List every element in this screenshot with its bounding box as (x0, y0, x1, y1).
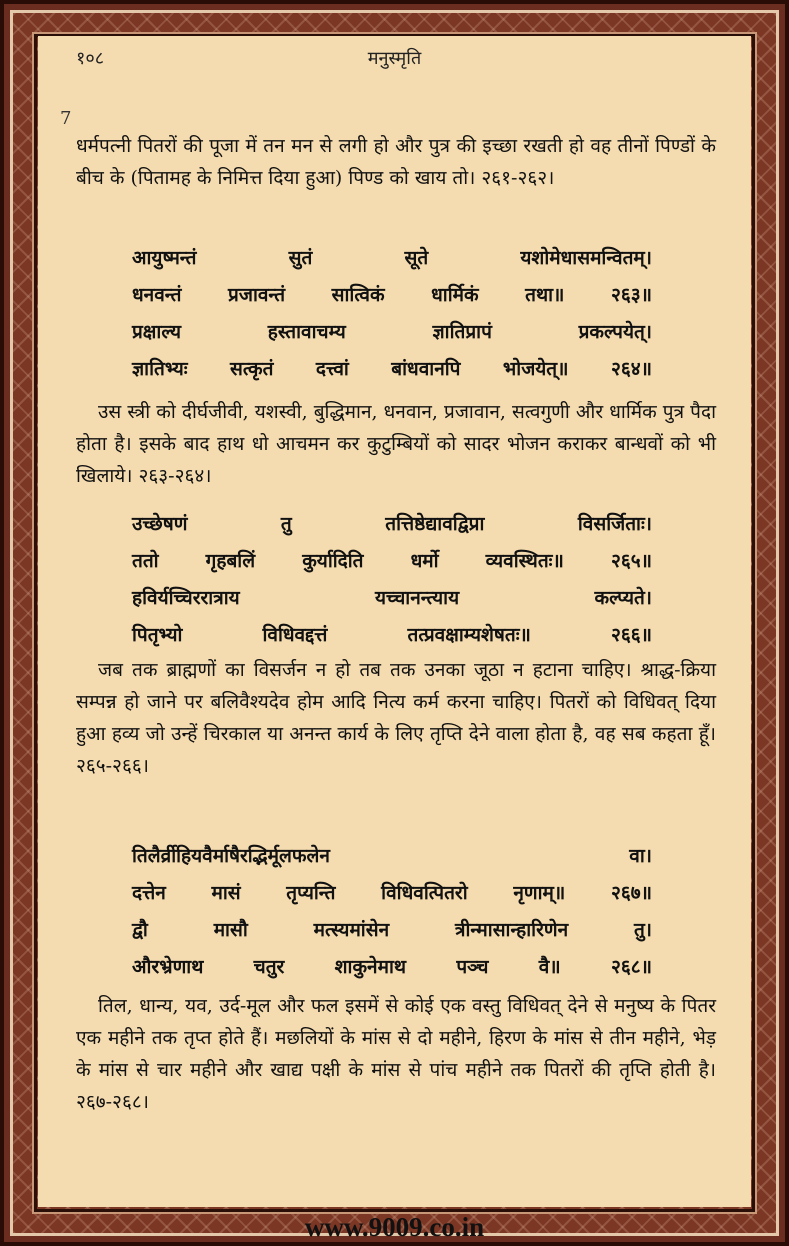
verse-line: औरभ्रेणाथ चतुर शाकुनेमाथ पञ्च वै॥ २६८॥ (132, 956, 652, 978)
footer-website: www.9009.co.in (304, 1212, 485, 1242)
verse-line: ज्ञातिभ्यः सत्कृतं दत्त्वां बांधवानपि भोजयेत्॥ २६४॥ (132, 358, 652, 380)
verse-block-3 (132, 838, 652, 986)
margin-mark: 7 (60, 108, 72, 129)
prose-text: तिल, धान्य, यव, उर्द-मूल और फल इसमें से कोई एक वस्तु विधिवत् देने से मनुष्य के पितर एक महीने तक तृप्त होते हैं। मछलियों के मांस से दो महीने, हिरण के मांस से तीन महीने, भेड़ के मांस से चार महीने और खाद्य पक्षी के मांस से पांच महीने तक पितरों की तृप्ति होती है। २६७-२६८। (76, 995, 716, 1113)
verse-line: पितृभ्यो विधिवद्दत्तं तत्प्रवक्षाम्यशेषतः॥ २६६॥ (132, 624, 652, 646)
prose-paragraph-4 (76, 990, 716, 1118)
prose-paragraph-3 (76, 654, 716, 782)
verse-line: आयुष्मन्तं सुतं सूते यशोमेधासमन्वितम्। (132, 247, 652, 269)
verse-block-2 (132, 506, 652, 654)
verse-line: ततो गृहबलिं कुर्यादिति धर्मो व्यवस्थितः॥ २६५॥ (132, 550, 652, 572)
prose-paragraph-2 (76, 396, 716, 492)
prose-text: उस स्त्री को दीर्घजीवी, यशस्वी, बुद्धिमान, धनवान, प्रजावान, सत्वगुणी और धार्मिक पुत्र पैदा होता है। इसके बाद हाथ धो आचमन कर कुटुम्बियों को सादर भोजन कराकर बान्धवों को भी खिलाये। २६३-२६४। (76, 401, 716, 487)
verse-line: प्रक्षाल्य हस्तावाचम्य ज्ञातिप्रापं प्रकल्पयेत्। (132, 321, 652, 343)
running-title: मनुस्मृति (367, 48, 422, 69)
verse-line: द्वौ मासौ मत्स्यमांसेन त्रीन्मासान्हारिणेन तु। (132, 919, 652, 941)
verse-block-1 (132, 240, 652, 388)
verse-line: उच्छेषणं तु तत्तिष्ठेद्यावद्विप्रा विसर्जिताः। (132, 513, 652, 535)
verse-line: हविर्यच्चिररात्राय यच्चानन्त्याय कल्प्यते। (132, 587, 652, 609)
page-header (40, 46, 749, 70)
verse-line: धनवन्तं प्रजावन्तं सात्विकं धार्मिकं तथा॥ २६३॥ (132, 284, 652, 306)
verse-line: दत्तेन मासं तृप्यन्ति विधिवत्पितरो नृणाम्॥ २६७॥ (132, 882, 652, 904)
verse-line: तिलैर्व्रीहियवैर्माषैरद्भिर्मूलफलेन वा। (132, 845, 652, 867)
prose-text: जब तक ब्राह्मणों का विसर्जन न हो तब तक उनका जूठा न हटाना चाहिए। श्राद्ध-क्रिया सम्पन्न हो जाने पर बलिवैश्यदेव होम आदि नित्य कर्म करना चाहिए। पितरों को विधिवत् दिया हुआ हव्य जो उन्हें चिरकाल या अनन्त कार्य के लिए तृप्ति देने वाला होता है, वह सब कहता हूँ। २६५-२६६। (76, 659, 716, 777)
page-number: १०८ (76, 48, 105, 69)
prose-paragraph-1: धर्मपत्नी पितरों की पूजा में तन मन से लगी हो और पुत्र की इच्छा रखती हो वह तीनों पिण्डों के बीच के (पितामह के निमित्त दिया हुआ) पिण्ड को खाय तो। २६१-२६२। (76, 135, 716, 189)
